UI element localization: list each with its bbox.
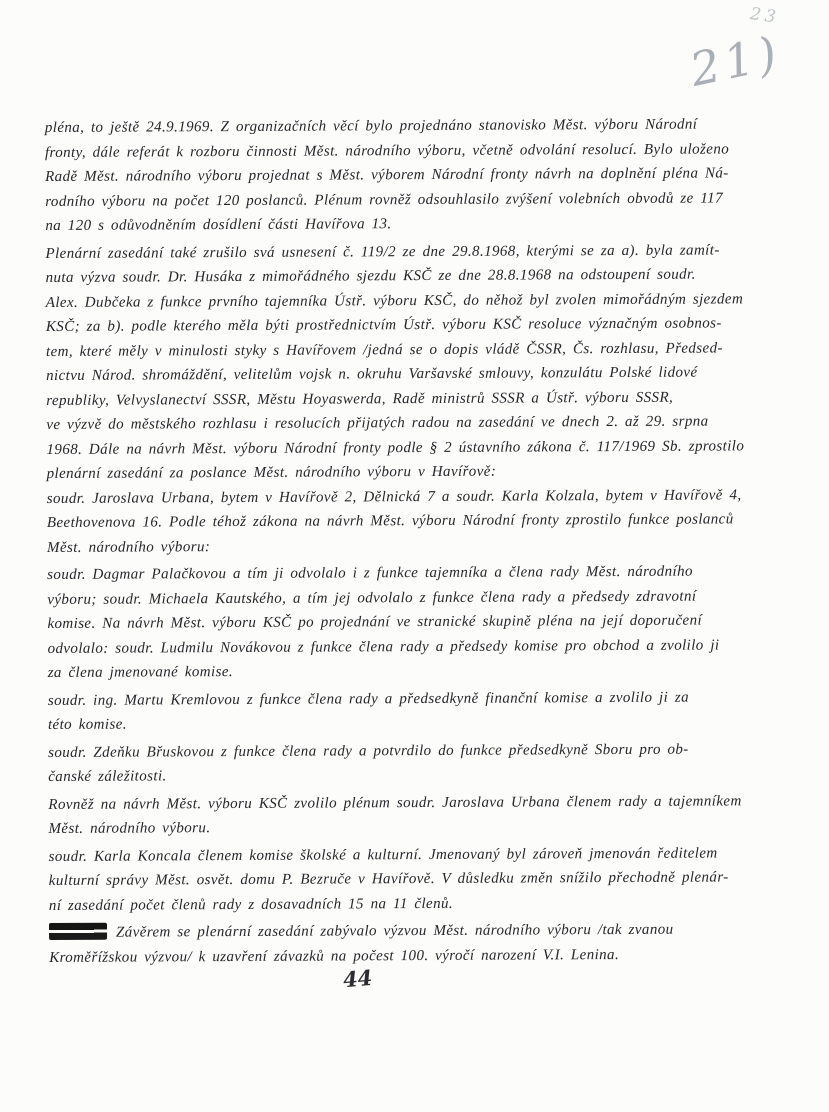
- text-line: fronty, dále referát k rozboru činnosti Měst. národního výboru, včetně odvolání resolucí. Bylo uloženo: [44, 140, 730, 161]
- text-line: za člena jmenované komise.: [47, 664, 234, 681]
- text-line: ve výzvě do městského rozhlasu i resolucích přijatých radou na zasedání ve dnech 2. až 29. srpna: [46, 413, 709, 433]
- paragraph-8: [49, 917, 809, 970]
- text-line: Alex. Dubčeka z funkce prvního tajemníka Ústř. výboru KSČ, do něhož byl zvolen mimořádným sjezdem: [45, 290, 744, 311]
- paragraph-6: [48, 789, 808, 842]
- text-line: Závěrem se plenární zasedání zabývalo výzvou Měst. národního výboru /tak zvanou: [115, 921, 674, 941]
- text-line: Měst. národního výboru:: [46, 538, 211, 556]
- text-line: Radě Měst. národního výboru projednat s Měst. výborem Národní fronty návrh na doplnění pléna Ná-: [45, 165, 729, 185]
- text-line: pléna, to ještě 24.9.1969. Z organizačních věcí bylo projednáno stanovisko Měst. výboru Národní: [44, 116, 698, 136]
- text-line: čanské záležitosti.: [48, 768, 167, 785]
- paragraph-2: [45, 238, 807, 560]
- text-line: Beethovenova 16. Podle téhož zákona na návrh Měst. výboru Národní fronty zprostilo funkce poslanců: [46, 511, 734, 531]
- text-line: výboru; soudr. Michaela Kautského, a tím jej odvolalo z funkce člena rady a předsedy zdravotní: [47, 588, 697, 608]
- text-line: kulturní správy Měst. osvět. domu P. Bezruče v Havířově. V důsledku změn snížilo přechodně plenár-: [48, 869, 729, 889]
- paragraph-3: [47, 559, 808, 685]
- text-line: komise. Na návrh Měst. výboru KSČ po projednání ve stranické skupině pléna na její doporučení: [47, 612, 703, 632]
- handwritten-text: [45, 112, 809, 973]
- redaction-mark: [49, 923, 107, 940]
- paragraph-1: [45, 112, 806, 238]
- text-line: na 120 s odůvodněním dosídlení části Havířova 13.: [45, 216, 392, 234]
- text-line: soudr. ing. Martu Kremlovou z funkce člena rady a předsedkyně finanční komise a zvolilo ji za: [47, 689, 689, 709]
- text-line: rodního výboru na počet 120 poslanců. Plénum rovněž odsouhlasilo zvýšení volebních obvodů ze 117: [45, 189, 723, 210]
- paragraph-4: [48, 685, 808, 738]
- text-line: plenární zasedání za poslance Měst. národního výboru v Havířově:: [46, 463, 497, 482]
- text-line: Plenární zasedání také zrušilo svá usnesení č. 119/2 ze dne 29.8.1968, kterými se za a). byla zamít-: [45, 241, 720, 262]
- text-line: Měst. národního výboru.: [48, 820, 211, 837]
- corner-page-number: 23: [748, 4, 781, 28]
- text-line: soudr. Dagmar Palačkovou a tím ji odvolalo i z funkce tajemníka a člena rady Měst. národního: [47, 563, 693, 583]
- text-line: KSČ; za b). podle kterého měla býti prostřednictvím Ústř. výboru KSČ resoluce význačným osobnos-: [45, 315, 722, 335]
- text-line: Kroměřížskou výzvou/ k uzavření závazků na počest 100. výročí narození V.I. Lenina.: [49, 946, 620, 966]
- text-line: 1968. Dále na návrh Měst. výboru Národní fronty podle § 2 ústavního zákona č. 117/1969 Sb. zprostilo: [46, 437, 745, 458]
- corner-annotation: 21): [685, 25, 787, 97]
- bottom-page-mark: 44: [341, 964, 374, 993]
- text-line: ní zasedání počet členů rady z dosavadních 15 na 11 členů.: [48, 895, 454, 914]
- text-line: této komise.: [47, 716, 127, 733]
- text-line: tem, které měly v minulosti styky s Havířovem /jedná se o dopis vládě ČSSR, Čs. rozhlasu, Předsed-: [45, 339, 723, 360]
- text-line: soudr. Karla Koncala členem komise školské a kulturní. Jmenovaný byl zároveň jmenován ředitelem: [48, 844, 718, 865]
- paragraph-7: [49, 841, 809, 918]
- text-line: odvolalo: soudr. Ludmilu Novákovou z funkce člena rady a předsedy komise pro obchod a zvolilo ji: [47, 636, 720, 657]
- text-line: Rovněž na návrh Měst. výboru KSČ zvolilo plénum soudr. Jaroslava Urbana členem rady a tajemníkem: [48, 792, 742, 813]
- text-line: soudr. Jaroslava Urbana, bytem v Havířově 2, Dělnická 7 a soudr. Karla Kolzala, bytem v Havířově 4,: [46, 486, 742, 507]
- text-line: republiky, Velvyslanectví SSSR, Městu Hoyaswerda, Radě ministrů SSSR a Ústř. výboru SSSR,: [46, 389, 674, 409]
- text-line: nuta výzva soudr. Dr. Husáka z mimořádného sjezdu KSČ ze dne 28.8.1968 na odstoupení soudr.: [45, 266, 696, 286]
- text-line: nictvu Národ. shromáždění, velitelům vojsk n. okruhu Varšavské smlouvy, konzulátu Polské lidové: [46, 364, 698, 384]
- text-line: soudr. Zdeňku Břuskovou z funkce člena rady a potvrdilo do funkce předsedkyně Sboru pro ob-: [48, 741, 689, 761]
- paragraph-5: [48, 737, 808, 790]
